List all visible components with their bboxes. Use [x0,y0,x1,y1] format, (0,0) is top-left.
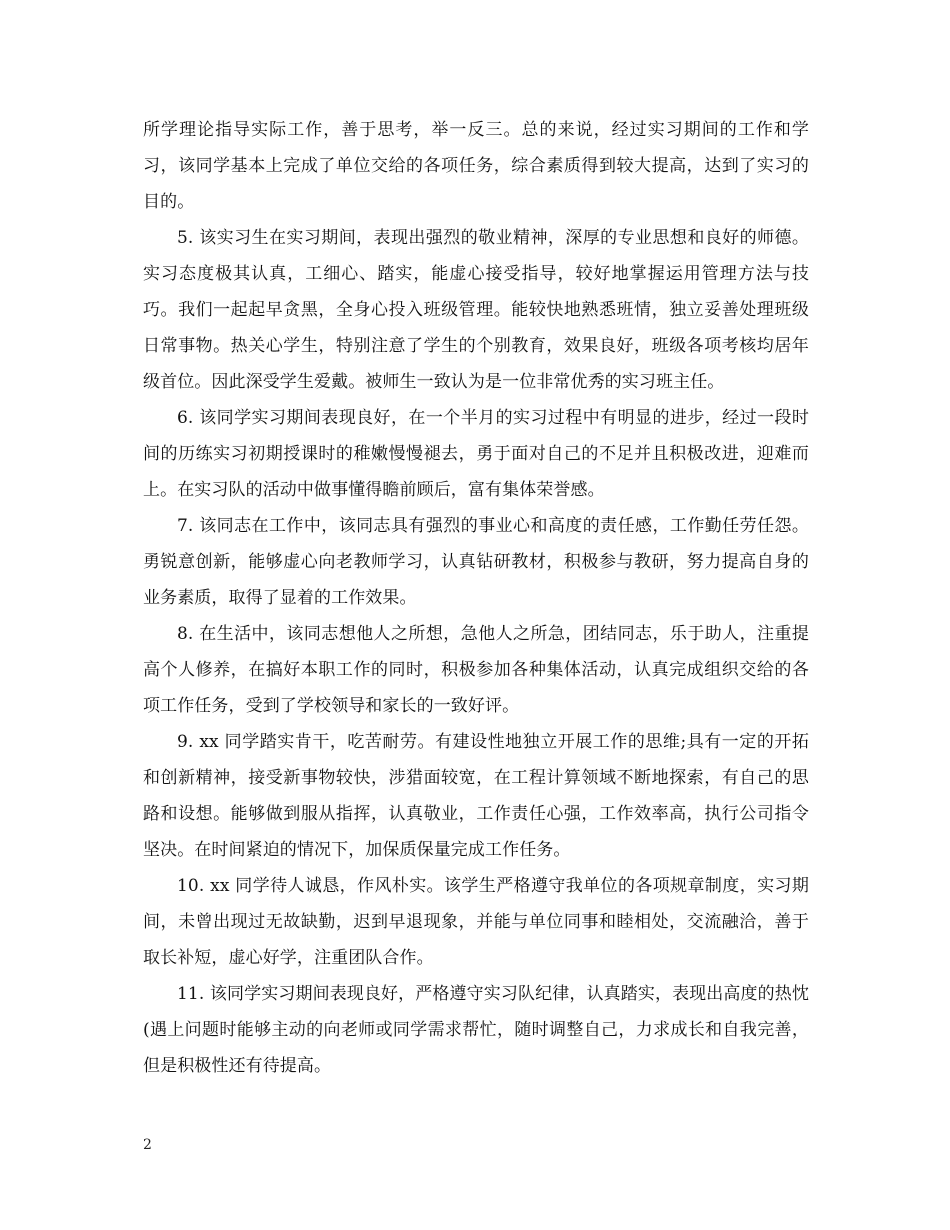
paragraph-item-10: 10. xx 同学待人诚恳，作风朴实。该学生严格遵守我单位的各项规章制度，实习期间，未曾出现过无故缺勤，迟到早退现象，并能与单位同事和睦相处，交流融洽，善于取长补短，虚心好学，注重团队合作。 [143,876,809,968]
paragraph-item-8: 8. 在生活中，该同志想他人之所想，急他人之所急，团结同志，乐于助人，注重提高个人修养，在搞好本职工作的同时，积极参加各种集体活动，认真完成组织交给的各项工作任务，受到了学校领导和家长的一致好评。 [143,624,809,716]
paragraph-item-6: 6. 该同学实习期间表现良好，在一个半月的实习过程中有明显的进步，经过一段时间的历练实习初期授课时的稚嫩慢慢褪去，勇于面对自己的不足并且积极改进，迎难而上。在实习队的活动中做事懂得瞻前顾后，富有集体荣誉感。 [143,408,809,500]
paragraph-item-9: 9. xx 同学踏实肯干，吃苦耐劳。有建设性地独立开展工作的思维;具有一定的开拓和创新精神，接受新事物较快，涉猎面较宽，在工程计算领域不断地探索，有自己的思路和设想。能够做到服从指挥，认真敬业，工作责任心强，工作效率高，执行公司指令坚决。在时间紧迫的情况下，加保质保量完成工作任务。 [143,732,809,860]
paragraph-item-7: 7. 该同志在工作中，该同志具有强烈的事业心和高度的责任感，工作勤任劳任怨。勇锐意创新，能够虚心向老教师学习，认真钻研教材，积极参与教研，努力提高自身的业务素质，取得了显着的工作效果。 [143,516,809,608]
page-number: 2 [143,1137,152,1153]
paragraph-item-11: 11. 该同学实习期间表现良好，严格遵守实习队纪律，认真踏实，表现出高度的热忱(遇上问题时能够主动的向老师或同学需求帮忙，随时调整自己，力求成长和自我完善，但是积极性还有待提高。 [143,984,809,1076]
document-body [143,112,809,1084]
paragraph-item-5: 5. 该实习生在实习期间，表现出强烈的敬业精神，深厚的专业思想和良好的师德。实习态度极其认真，工细心、踏实，能虚心接受指导，较好地掌握运用管理方法与技巧。我们一起起早贪黑，全身心投入班级管理。能较快地熟悉班情，独立妥善处理班级日常事物。热关心学生，特别注意了学生的个别教育，效果良好，班级各项考核均居年级首位。因此深受学生爱戴。被师生一致认为是一位非常优秀的实习班主任。 [143,228,809,392]
paragraph-continuation: 所学理论指导实际工作，善于思考，举一反三。总的来说，经过实习期间的工作和学习，该同学基本上完成了单位交给的各项任务，综合素质得到较大提高，达到了实习的目的。 [143,120,809,212]
